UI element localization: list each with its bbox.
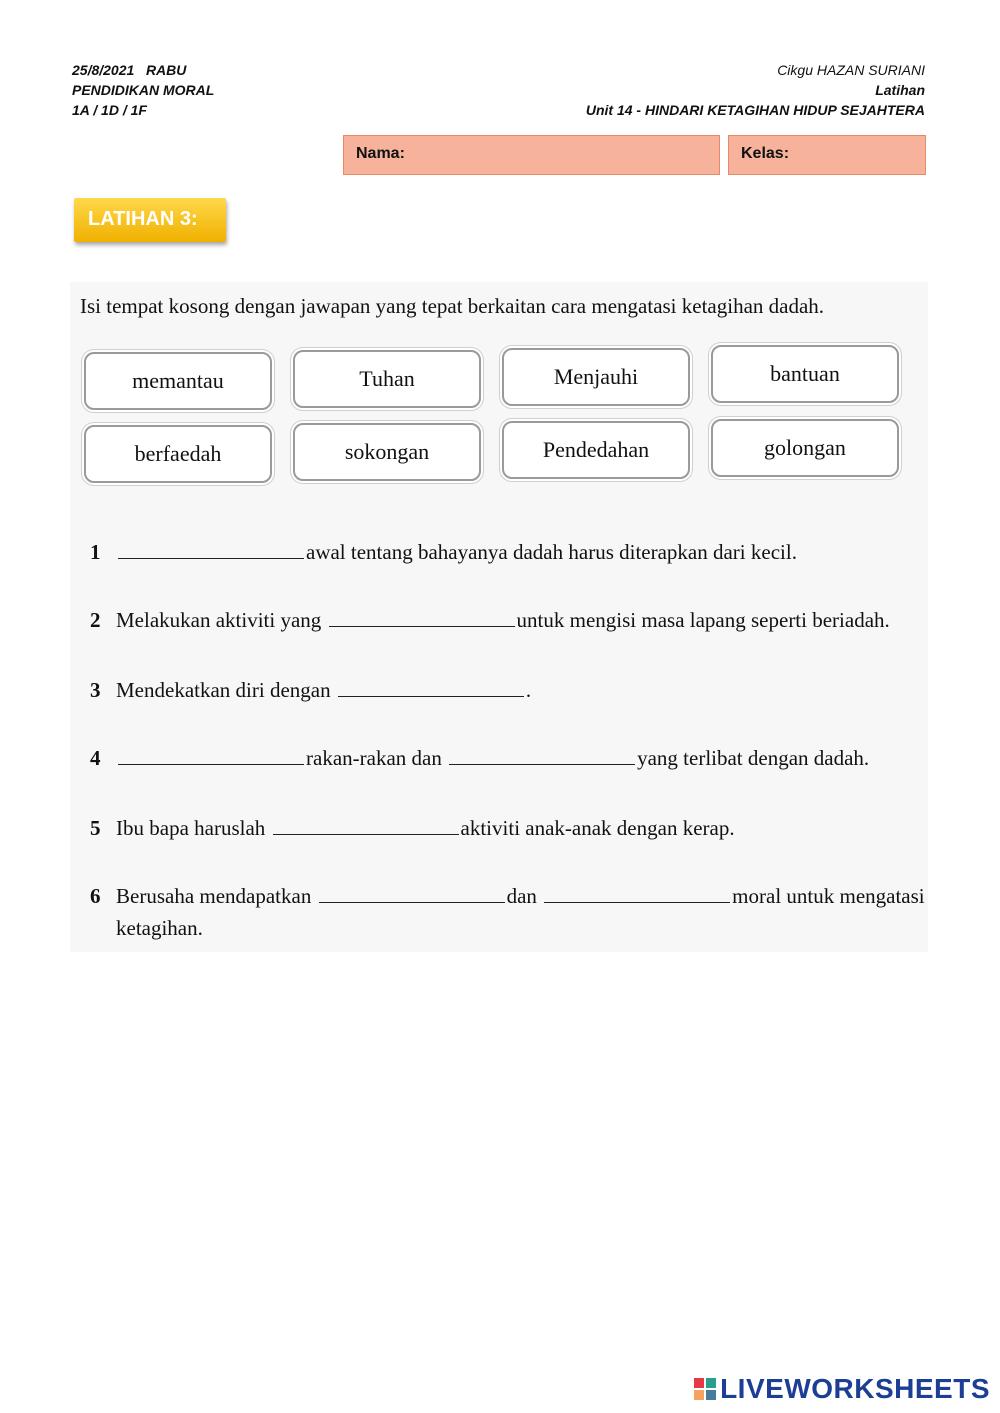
word-option[interactable]: Tuhan — [293, 350, 481, 408]
word-option[interactable]: memantau — [84, 352, 272, 410]
logo-icon — [694, 1378, 716, 1400]
word-option[interactable]: Menjauhi — [502, 348, 690, 406]
worksheet-type: Latihan — [875, 82, 925, 98]
exercise-panel — [70, 282, 928, 952]
question-text: Berusaha mendapatkan — [116, 884, 312, 908]
answer-blank[interactable] — [118, 750, 304, 765]
question-1 — [90, 536, 797, 568]
question-6-continued: ketagihan. — [116, 916, 203, 940]
header-right — [586, 60, 925, 120]
subject: PENDIDIKAN MORAL — [72, 82, 215, 98]
question-number: 2 — [90, 608, 101, 632]
answer-blank[interactable] — [319, 888, 505, 903]
question-text: rakan-rakan dan — [306, 746, 442, 770]
answer-blank[interactable] — [118, 544, 304, 559]
answer-blank[interactable] — [338, 682, 524, 697]
header-left — [72, 60, 214, 120]
question-text: awal tentang bahayanya dadah harus diterapkan dari kecil. — [306, 540, 797, 564]
answer-blank[interactable] — [273, 820, 459, 835]
question-number: 5 — [90, 816, 101, 840]
word-option[interactable]: sokongan — [293, 423, 481, 481]
question-number: 3 — [90, 678, 101, 702]
unit-title: Unit 14 - HINDARI KETAGIHAN HIDUP SEJAHTERA — [585, 102, 925, 118]
teacher-name: Cikgu HAZAN SURIANI — [777, 62, 925, 78]
answer-blank[interactable] — [544, 888, 730, 903]
question-number: 1 — [90, 540, 101, 564]
word-option[interactable]: golongan — [711, 419, 899, 477]
date-day: 25/8/2021 RABU — [72, 62, 187, 78]
word-option[interactable]: berfaedah — [84, 425, 272, 483]
question-text: Melakukan aktiviti yang — [116, 608, 322, 632]
logo-text: LIVEWORKSHEETS — [720, 1373, 990, 1404]
kelas-field[interactable] — [728, 135, 926, 175]
question-3 — [90, 674, 531, 706]
question-4 — [90, 742, 869, 774]
question-text: Ibu bapa haruslah — [116, 816, 266, 840]
question-number: 6 — [90, 884, 101, 908]
answer-blank[interactable] — [329, 612, 515, 627]
section-title: LATIHAN 3: — [74, 198, 226, 242]
answer-blank[interactable] — [449, 750, 635, 765]
question-text: untuk mengisi masa lapang seperti beriadah. — [516, 608, 890, 632]
instruction: Isi tempat kosong dengan jawapan yang tepat berkaitan cara mengatasi ketagihan dadah. — [80, 294, 825, 318]
question-text: aktiviti anak-anak dengan kerap. — [460, 816, 735, 840]
question-text: yang terlibat dengan dadah. — [637, 746, 870, 770]
liveworksheets-logo — [694, 1373, 990, 1405]
question-2 — [90, 604, 890, 636]
question-number: 4 — [90, 746, 101, 770]
question-text: dan — [506, 884, 537, 908]
word-option[interactable]: bantuan — [711, 345, 899, 403]
question-6 — [90, 880, 925, 912]
question-text: moral untuk mengatasi — [732, 884, 925, 908]
question-text: Mendekatkan diri dengan — [116, 678, 331, 702]
word-option[interactable]: Pendedahan — [502, 421, 690, 479]
kelas-label: Kelas: — [741, 145, 790, 162]
question-text: . — [525, 678, 532, 702]
question-5 — [90, 812, 735, 844]
nama-field[interactable] — [343, 135, 720, 175]
nama-label: Nama: — [356, 145, 405, 162]
classes: 1A / 1D / 1F — [72, 102, 147, 118]
